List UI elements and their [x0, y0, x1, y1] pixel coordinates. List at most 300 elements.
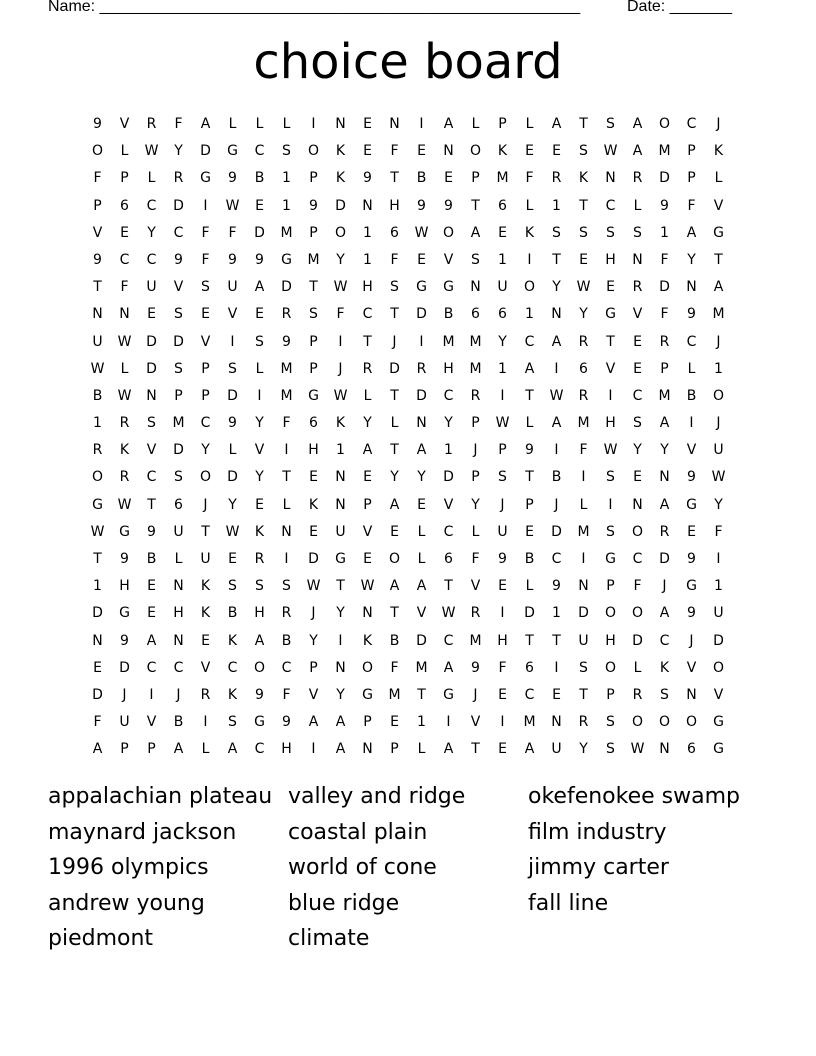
- grid-letter: P: [147, 741, 156, 758]
- grid-letter: 9: [228, 170, 237, 187]
- grid-letter: 1: [525, 306, 534, 323]
- grid-letter: U: [713, 605, 724, 622]
- grid-letter: F: [174, 116, 183, 132]
- grid-letter: U: [146, 279, 157, 296]
- grid-letter: P: [120, 170, 129, 187]
- grid-letter: P: [93, 197, 102, 214]
- grid-letter: D: [416, 306, 427, 323]
- grid-letter: D: [92, 686, 103, 703]
- grid-letter: L: [633, 197, 642, 214]
- grid-letter: 9: [93, 116, 102, 132]
- grid-letter: 1: [552, 197, 561, 214]
- grid-letter: U: [713, 442, 724, 459]
- grid-letter: S: [579, 143, 588, 160]
- grid-letter: B: [389, 632, 400, 649]
- grid-letter: F: [282, 415, 291, 432]
- grid-letter: C: [443, 632, 454, 649]
- grid-letter: 6: [120, 197, 129, 214]
- grid-letter: V: [443, 251, 454, 268]
- grid-letter: G: [686, 496, 697, 513]
- grid-letter: S: [606, 116, 615, 132]
- grid-letter: A: [443, 741, 454, 758]
- grid-letter: G: [605, 306, 616, 323]
- grid-letter: R: [659, 523, 670, 540]
- grid-letter: Y: [390, 469, 399, 486]
- grid-letter: C: [146, 659, 157, 676]
- grid-letter: U: [335, 523, 346, 540]
- grid-letter: V: [632, 306, 643, 323]
- grid-letter: E: [93, 659, 102, 676]
- grid-letter: 9: [255, 251, 264, 268]
- grid-letter: F: [93, 170, 102, 187]
- grid-letter: 1: [417, 714, 426, 731]
- grid-letter: U: [497, 523, 508, 540]
- grid-letter: B: [551, 469, 562, 486]
- grid-letter: E: [498, 224, 507, 241]
- grid-letter: E: [363, 551, 372, 567]
- grid-letter: B: [443, 306, 454, 323]
- grid-letter: G: [605, 551, 616, 567]
- grid-letter: E: [255, 197, 264, 214]
- grid-letter: M: [280, 224, 293, 241]
- grid-letter: D: [551, 523, 562, 540]
- grid-letter: I: [149, 686, 154, 703]
- grid-letter: Y: [714, 496, 723, 513]
- grid-letter: M: [280, 360, 293, 377]
- grid-letter: I: [581, 551, 586, 567]
- grid-letter: R: [281, 306, 292, 323]
- grid-letter: E: [633, 333, 642, 350]
- grid-letter: B: [416, 170, 427, 187]
- grid-letter: P: [120, 741, 129, 758]
- grid-letter: L: [282, 496, 291, 513]
- grid-letter: D: [173, 197, 184, 214]
- grid-letter: S: [255, 578, 264, 595]
- grid-letter: P: [390, 741, 399, 758]
- grid-letter: N: [605, 170, 616, 187]
- grid-letter: E: [498, 578, 507, 595]
- grid-letter: Y: [201, 442, 210, 459]
- grid-letter: 1: [444, 442, 453, 459]
- grid-letter: G: [308, 387, 319, 404]
- grid-letter: F: [471, 551, 480, 567]
- grid-letter: W: [117, 333, 132, 350]
- grid-letter: H: [443, 360, 454, 377]
- grid-letter: K: [200, 578, 211, 595]
- grid-letter: S: [579, 224, 588, 241]
- grid-letter: P: [309, 360, 318, 377]
- grid-letter: A: [551, 116, 562, 132]
- grid-letter: Y: [660, 442, 669, 459]
- grid-letter: D: [713, 632, 724, 649]
- grid-letter: C: [443, 387, 454, 404]
- grid-letter: O: [361, 659, 374, 676]
- grid-letter: A: [713, 279, 724, 296]
- grid-letter: D: [524, 605, 535, 622]
- grid-letter: W: [603, 442, 618, 459]
- grid-letter: I: [581, 469, 586, 486]
- grid-letter: A: [146, 632, 157, 649]
- grid-letter: 6: [309, 415, 318, 432]
- grid-letter: V: [227, 306, 238, 323]
- grid-letter: R: [119, 469, 130, 486]
- grid-letter: I: [608, 387, 613, 404]
- grid-letter: Y: [147, 224, 156, 241]
- name-field-label: Name: ______________________________________________________: [48, 0, 581, 15]
- grid-letter: A: [362, 442, 373, 459]
- grid-letter: S: [633, 415, 642, 432]
- grid-letter: A: [92, 741, 103, 758]
- grid-letter: L: [201, 741, 210, 758]
- grid-letter: A: [443, 659, 454, 676]
- grid-letter: P: [660, 360, 669, 377]
- grid-letter: E: [228, 551, 237, 567]
- grid-letter: P: [687, 143, 696, 160]
- grid-letter: V: [200, 659, 211, 676]
- grid-letter: M: [658, 143, 671, 160]
- grid-letter: T: [390, 306, 399, 323]
- grid-letter: N: [551, 714, 562, 731]
- grid-letter: K: [335, 170, 346, 187]
- grid-letter: R: [416, 360, 427, 377]
- grid-letter: N: [119, 306, 130, 323]
- grid-letter: F: [390, 143, 399, 160]
- grid-letter: E: [255, 496, 264, 513]
- grid-letter: K: [335, 143, 346, 160]
- grid-letter: K: [335, 415, 346, 432]
- grid-letter: J: [716, 116, 721, 132]
- grid-letter: 6: [687, 741, 696, 758]
- grid-letter: T: [390, 387, 399, 404]
- grid-letter: R: [578, 714, 589, 731]
- grid-letter: P: [309, 170, 318, 187]
- grid-letter: A: [416, 578, 427, 595]
- grid-letter: M: [577, 415, 590, 432]
- grid-letter: R: [632, 170, 643, 187]
- grid-letter: I: [311, 116, 316, 132]
- grid-letter: Y: [228, 496, 237, 513]
- word-list-item: andrew young: [48, 890, 205, 916]
- grid-letter: R: [632, 686, 643, 703]
- grid-letter: D: [659, 170, 670, 187]
- grid-letter: V: [686, 442, 697, 459]
- grid-letter: N: [173, 578, 184, 595]
- word-list-item: okefenokee swamp: [528, 784, 740, 809]
- grid-letter: E: [552, 143, 561, 160]
- grid-letter: U: [497, 279, 508, 296]
- grid-letter: V: [470, 714, 481, 731]
- grid-letter: E: [525, 143, 534, 160]
- grid-letter: K: [524, 224, 535, 241]
- grid-letter: O: [388, 551, 401, 567]
- grid-letter: A: [335, 741, 346, 758]
- grid-letter: T: [201, 523, 210, 540]
- grid-letter: W: [90, 523, 105, 540]
- grid-letter: J: [716, 415, 721, 432]
- grid-letter: N: [335, 469, 346, 486]
- grid-letter: I: [554, 442, 559, 459]
- grid-letter: E: [363, 116, 372, 132]
- grid-letter: S: [282, 143, 291, 160]
- grid-letter: P: [309, 224, 318, 241]
- grid-letter: D: [227, 387, 238, 404]
- word-list-item: coastal plain: [288, 819, 428, 845]
- grid-letter: I: [500, 387, 505, 404]
- grid-letter: S: [228, 714, 237, 731]
- grid-letter: K: [659, 659, 670, 676]
- grid-letter: N: [335, 496, 346, 513]
- grid-letter: O: [712, 387, 725, 404]
- grid-letter: N: [686, 279, 697, 296]
- grid-letter: V: [254, 442, 265, 459]
- grid-letter: B: [281, 632, 292, 649]
- grid-letter: D: [173, 442, 184, 459]
- grid-letter: P: [525, 496, 534, 513]
- grid-letter: U: [200, 551, 211, 567]
- grid-letter: S: [633, 224, 642, 241]
- grid-letter: Y: [174, 143, 183, 160]
- grid-letter: H: [119, 578, 130, 595]
- grid-letter: N: [335, 116, 346, 132]
- grid-letter: O: [685, 714, 698, 731]
- grid-letter: F: [201, 224, 210, 241]
- grid-letter: 6: [498, 197, 507, 214]
- grid-letter: S: [174, 360, 183, 377]
- grid-letter: N: [146, 387, 157, 404]
- grid-letter: I: [554, 659, 559, 676]
- grid-letter: V: [416, 605, 427, 622]
- grid-letter: T: [93, 551, 102, 567]
- grid-letter: S: [498, 469, 507, 486]
- grid-letter: L: [282, 116, 291, 132]
- grid-letter: 6: [579, 360, 588, 377]
- grid-letter: I: [500, 605, 505, 622]
- word-list-item: film industry: [528, 819, 667, 845]
- grid-letter: A: [308, 714, 319, 731]
- grid-letter: G: [443, 686, 454, 703]
- grid-letter: I: [500, 714, 505, 731]
- grid-letter: C: [443, 523, 454, 540]
- grid-letter: A: [524, 741, 535, 758]
- grid-letter: T: [579, 686, 588, 703]
- grid-letter: 1: [282, 170, 291, 187]
- grid-letter: E: [390, 714, 399, 731]
- grid-letter: S: [660, 686, 669, 703]
- grid-letter: K: [578, 170, 589, 187]
- grid-letter: D: [254, 224, 265, 241]
- grid-letter: V: [92, 224, 103, 241]
- grid-letter: T: [147, 496, 156, 513]
- grid-letter: M: [658, 387, 671, 404]
- grid-letter: P: [471, 415, 480, 432]
- grid-letter: S: [174, 469, 183, 486]
- grid-letter: H: [308, 442, 319, 459]
- grid-letter: E: [201, 632, 210, 649]
- grid-letter: Y: [336, 605, 345, 622]
- grid-letter: L: [579, 496, 588, 513]
- grid-letter: D: [200, 143, 211, 160]
- grid-letter: 6: [174, 496, 183, 513]
- grid-letter: S: [579, 659, 588, 676]
- grid-letter: 6: [444, 551, 453, 567]
- grid-letter: E: [633, 469, 642, 486]
- grid-letter: V: [146, 714, 157, 731]
- grid-letter: G: [713, 714, 724, 731]
- grid-letter: I: [338, 333, 343, 350]
- grid-letter: Y: [255, 415, 264, 432]
- grid-letter: O: [91, 143, 104, 160]
- grid-letter: A: [443, 116, 454, 132]
- grid-letter: M: [523, 714, 536, 731]
- grid-letter: O: [469, 143, 482, 160]
- grid-letter: K: [227, 632, 238, 649]
- grid-letter: T: [93, 279, 102, 296]
- grid-letter: C: [146, 251, 157, 268]
- grid-letter: G: [686, 578, 697, 595]
- grid-letter: N: [632, 251, 643, 268]
- grid-letter: K: [254, 523, 265, 540]
- grid-letter: T: [579, 116, 588, 132]
- grid-letter: 9: [444, 197, 453, 214]
- grid-letter: P: [201, 387, 210, 404]
- grid-letter: 9: [687, 551, 696, 567]
- grid-letter: T: [471, 197, 480, 214]
- grid-letter: 9: [255, 686, 264, 703]
- grid-letter: 6: [498, 306, 507, 323]
- grid-letter: P: [471, 469, 480, 486]
- grid-letter: I: [446, 714, 451, 731]
- grid-letter: 1: [714, 360, 723, 377]
- grid-letter: Y: [336, 686, 345, 703]
- grid-letter: 9: [174, 251, 183, 268]
- word-list-item: appalachian plateau: [48, 784, 273, 809]
- grid-letter: N: [659, 741, 670, 758]
- grid-letter: K: [713, 143, 724, 160]
- grid-letter: A: [335, 714, 346, 731]
- grid-letter: I: [257, 387, 262, 404]
- grid-letter: K: [119, 442, 130, 459]
- grid-letter: E: [255, 306, 264, 323]
- grid-letter: E: [633, 360, 642, 377]
- grid-letter: W: [225, 197, 240, 214]
- grid-letter: P: [201, 360, 210, 377]
- grid-letter: S: [606, 523, 615, 540]
- grid-letter: B: [686, 387, 697, 404]
- grid-letter: C: [524, 686, 535, 703]
- word-list-item: 1996 olympics: [48, 855, 209, 880]
- grid-letter: R: [254, 551, 265, 567]
- grid-letter: T: [714, 251, 723, 268]
- grid-letter: J: [554, 496, 559, 513]
- grid-letter: N: [362, 197, 373, 214]
- grid-letter: N: [551, 306, 562, 323]
- grid-letter: 9: [687, 605, 696, 622]
- grid-letter: D: [659, 279, 670, 296]
- grid-letter: V: [146, 442, 157, 459]
- grid-letter: W: [306, 578, 321, 595]
- grid-letter: C: [254, 741, 265, 758]
- grid-letter: 1: [282, 197, 291, 214]
- grid-letter: F: [579, 442, 588, 459]
- grid-letter: I: [689, 415, 694, 432]
- grid-letter: 9: [417, 197, 426, 214]
- grid-letter: N: [362, 605, 373, 622]
- grid-letter: O: [253, 659, 266, 676]
- grid-letter: N: [362, 741, 373, 758]
- grid-letter: J: [203, 496, 208, 513]
- grid-letter: 1: [336, 442, 345, 459]
- grid-letter: A: [254, 279, 265, 296]
- grid-letter: H: [605, 251, 616, 268]
- grid-letter: V: [443, 496, 454, 513]
- grid-letter: E: [552, 686, 561, 703]
- grid-letter: C: [119, 251, 130, 268]
- grid-letter: F: [390, 659, 399, 676]
- grid-letter: H: [497, 632, 508, 649]
- grid-letter: W: [711, 469, 726, 486]
- grid-letter: M: [415, 659, 428, 676]
- grid-letter: E: [498, 741, 507, 758]
- grid-letter: G: [92, 496, 103, 513]
- grid-letter: B: [146, 551, 157, 567]
- grid-letter: C: [281, 659, 292, 676]
- grid-letter: H: [389, 197, 400, 214]
- grid-letter: L: [525, 415, 534, 432]
- grid-letter: K: [497, 143, 508, 160]
- grid-letter: E: [444, 170, 453, 187]
- grid-letter: M: [388, 686, 401, 703]
- grid-letter: O: [712, 659, 725, 676]
- grid-letter: H: [605, 632, 616, 649]
- grid-letter: R: [551, 170, 562, 187]
- grid-letter: S: [147, 415, 156, 432]
- grid-letter: A: [686, 224, 697, 241]
- grid-letter: 6: [525, 659, 534, 676]
- grid-letter: D: [416, 387, 427, 404]
- grid-letter: G: [281, 251, 292, 268]
- grid-letter: G: [227, 143, 238, 160]
- grid-letter: I: [419, 116, 424, 132]
- grid-letter: D: [146, 333, 157, 350]
- grid-letter: 9: [282, 714, 291, 731]
- grid-letter: D: [92, 605, 103, 622]
- grid-letter: K: [362, 632, 373, 649]
- grid-letter: L: [228, 442, 237, 459]
- grid-letter: L: [255, 360, 264, 377]
- grid-letter: F: [714, 523, 723, 540]
- grid-letter: E: [525, 523, 534, 540]
- grid-letter: Y: [633, 442, 642, 459]
- grid-letter: A: [659, 605, 670, 622]
- grid-letter: U: [578, 632, 589, 649]
- grid-letter: R: [578, 333, 589, 350]
- grid-letter: L: [417, 551, 426, 567]
- grid-letter: T: [525, 469, 534, 486]
- grid-letter: D: [308, 551, 319, 567]
- grid-letter: J: [122, 686, 127, 703]
- grid-letter: D: [632, 632, 643, 649]
- grid-letter: V: [362, 523, 373, 540]
- grid-letter: O: [307, 143, 320, 160]
- grid-letter: S: [606, 741, 615, 758]
- grid-letter: E: [201, 306, 210, 323]
- grid-letter: L: [417, 523, 426, 540]
- grid-letter: 9: [498, 551, 507, 567]
- grid-letter: Y: [444, 415, 453, 432]
- grid-letter: L: [120, 360, 129, 377]
- grid-letter: C: [686, 333, 697, 350]
- grid-letter: 6: [471, 306, 480, 323]
